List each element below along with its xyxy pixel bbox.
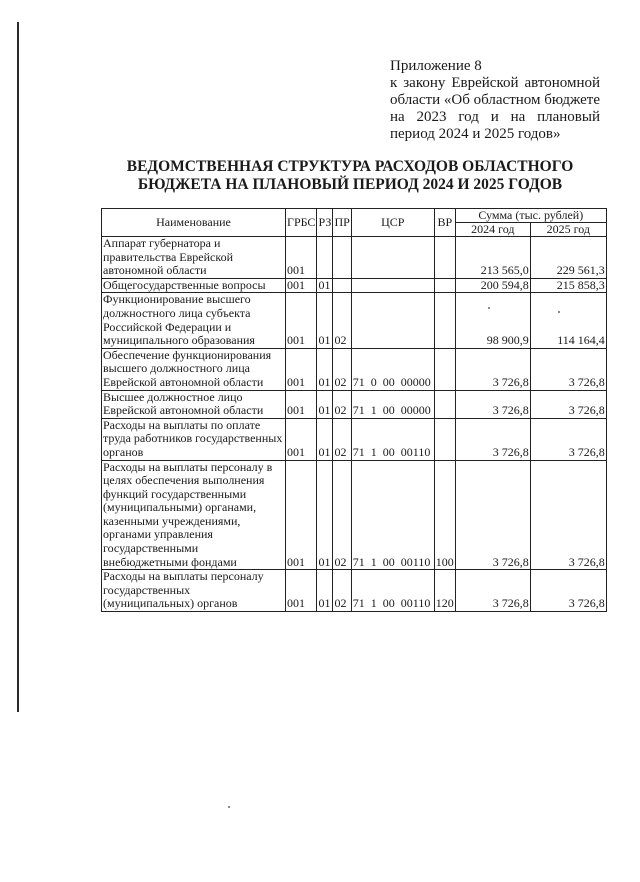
cell-csr <box>351 293 434 348</box>
header-sum: Сумма (тыс. рублей) <box>455 209 606 223</box>
cell-vr <box>434 278 455 293</box>
cell-2025: 229 561,3 <box>530 237 606 279</box>
cell-2024: 3 726,8 <box>455 570 530 612</box>
cell-csr: 71 1 00 00000 <box>351 390 434 418</box>
appendix-line-5: период 2024 и 2025 годов» <box>390 126 561 142</box>
cell-vr: 100 <box>434 460 455 570</box>
table-row <box>102 390 607 418</box>
cell-csr: 71 1 00 00110 <box>351 418 434 460</box>
document-title-line-1: ВЕДОМСТВЕННАЯ СТРУКТУРА РАСХОДОВ ОБЛАСТНОГО <box>126 158 574 175</box>
header-pr: ПР <box>333 209 351 237</box>
table-row <box>102 278 607 293</box>
cell-pr: 02 <box>333 348 351 390</box>
cell-2025: 114 164,4 <box>530 293 606 348</box>
cell-vr <box>434 418 455 460</box>
cell-csr <box>351 237 434 279</box>
document-title <box>100 158 600 194</box>
scan-edge-line <box>17 22 19 712</box>
cell-2024: 98 900,9 <box>455 293 530 348</box>
cell-name: Расходы на выплаты персоналу государственных (муниципальных) органов <box>102 570 286 612</box>
cell-pr: 02 <box>333 418 351 460</box>
table-row <box>102 418 607 460</box>
cell-name: Высшее должностное лицо Еврейской автономной области <box>102 390 286 418</box>
budget-table-body <box>102 237 607 612</box>
cell-2025: 3 726,8 <box>530 390 606 418</box>
scan-speck <box>488 307 490 309</box>
cell-name: Расходы на выплаты по оплате труда работников государственных органов <box>102 418 286 460</box>
cell-rz: 01 <box>317 460 333 570</box>
cell-name: Обеспечение функционирования высшего должностного лица Еврейской автономной области <box>102 348 286 390</box>
header-grbs: ГРБС <box>286 209 317 237</box>
cell-name: Аппарат губернатора и правительства Еврейской автономной области <box>102 237 286 279</box>
header-vr: ВР <box>434 209 455 237</box>
cell-2024: 3 726,8 <box>455 460 530 570</box>
cell-vr <box>434 348 455 390</box>
table-row <box>102 460 607 570</box>
cell-pr: 02 <box>333 460 351 570</box>
cell-rz: 01 <box>317 390 333 418</box>
cell-pr: 02 <box>333 293 351 348</box>
cell-grbs: 001 <box>286 418 317 460</box>
cell-rz: 01 <box>317 418 333 460</box>
appendix-line-3: области «Об областном бюджете <box>390 92 600 108</box>
cell-name: Функционирование высшего должностного лица субъекта Российской Федерации и муниципального образования <box>102 293 286 348</box>
cell-grbs: 001 <box>286 278 317 293</box>
budget-table <box>101 208 607 612</box>
cell-pr: 02 <box>333 570 351 612</box>
scan-speck <box>228 806 230 808</box>
cell-pr <box>333 278 351 293</box>
appendix-note <box>390 58 600 143</box>
cell-pr <box>333 237 351 279</box>
cell-2025: 3 726,8 <box>530 418 606 460</box>
cell-grbs: 001 <box>286 390 317 418</box>
cell-name: Общегосударственные вопросы <box>102 278 286 293</box>
cell-grbs: 001 <box>286 348 317 390</box>
cell-2024: 3 726,8 <box>455 348 530 390</box>
cell-vr <box>434 390 455 418</box>
cell-grbs: 001 <box>286 570 317 612</box>
header-2025: 2025 год <box>530 223 606 237</box>
appendix-line-4: на 2023 год и на плановый <box>390 109 600 125</box>
cell-2025: 215 858,3 <box>530 278 606 293</box>
cell-csr <box>351 278 434 293</box>
cell-2025: 3 726,8 <box>530 570 606 612</box>
document-title-line-2: БЮДЖЕТА НА ПЛАНОВЫЙ ПЕРИОД 2024 И 2025 ГОДОВ <box>137 176 563 193</box>
cell-rz: 01 <box>317 348 333 390</box>
header-csr: ЦСР <box>351 209 434 237</box>
cell-vr <box>434 237 455 279</box>
table-row <box>102 237 607 279</box>
cell-csr: 71 1 00 00110 <box>351 570 434 612</box>
cell-name: Расходы на выплаты персоналу в целях обеспечения выполнения функций государственными (муниципальными) органами, казенными учреждениями, органами управления государственными внебюджетными фондами <box>102 460 286 570</box>
table-row <box>102 348 607 390</box>
cell-2024: 200 594,8 <box>455 278 530 293</box>
cell-2024: 3 726,8 <box>455 390 530 418</box>
cell-grbs: 001 <box>286 237 317 279</box>
table-row <box>102 570 607 612</box>
cell-vr <box>434 293 455 348</box>
cell-rz: 01 <box>317 278 333 293</box>
cell-2025: 3 726,8 <box>530 348 606 390</box>
appendix-line-2: к закону Еврейской автономной <box>390 75 600 91</box>
cell-2024: 213 565,0 <box>455 237 530 279</box>
cell-csr: 71 1 00 00110 <box>351 460 434 570</box>
cell-rz <box>317 237 333 279</box>
cell-grbs: 001 <box>286 460 317 570</box>
scan-speck <box>558 311 560 313</box>
header-name: Наименование <box>102 209 286 237</box>
header-rz: РЗ <box>317 209 333 237</box>
appendix-line-1: Приложение 8 <box>390 58 482 74</box>
cell-pr: 02 <box>333 390 351 418</box>
cell-vr: 120 <box>434 570 455 612</box>
cell-rz: 01 <box>317 293 333 348</box>
cell-rz: 01 <box>317 570 333 612</box>
cell-grbs: 001 <box>286 293 317 348</box>
table-row <box>102 293 607 348</box>
cell-csr: 71 0 00 00000 <box>351 348 434 390</box>
cell-2025: 3 726,8 <box>530 460 606 570</box>
cell-2024: 3 726,8 <box>455 418 530 460</box>
header-2024: 2024 год <box>455 223 530 237</box>
